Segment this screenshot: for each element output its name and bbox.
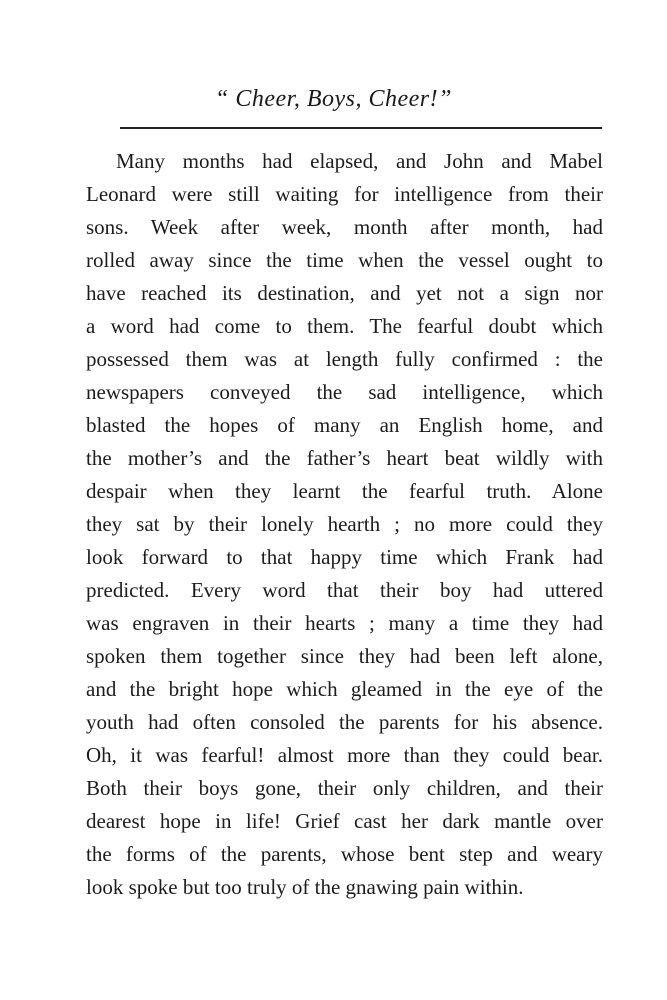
header-rule (120, 127, 602, 129)
text-line: was engraven in their hearts ; many a time they had (86, 611, 603, 635)
text-line: look spoke but too truly of the gnawing pain within. (86, 875, 524, 899)
text-line: newspapers conveyed the sad intelligence, which (86, 380, 603, 404)
text-line: Leonard were still waiting for intelligence from their (86, 182, 603, 206)
text-line: spoken them together since they had been left alone, (86, 644, 603, 668)
text-line: and the bright hope which gleamed in the eye of the (86, 677, 603, 701)
text-line: look forward to that happy time which Frank had (86, 545, 603, 569)
text-line: Oh, it was fearful! almost more than they could bear. (86, 743, 603, 767)
text-line: predicted. Every word that their boy had uttered (86, 578, 603, 602)
text-line: the mother’s and the father’s heart beat wildly with (86, 446, 603, 470)
text-line: they sat by their lonely hearth ; no more could they (86, 512, 603, 536)
text-line: rolled away since the time when the vessel ought to (86, 248, 603, 272)
text-line: the forms of the parents, whose bent step and weary (86, 842, 603, 866)
body-paragraph (86, 145, 603, 904)
text-line: youth had often consoled the parents for his absence. (86, 710, 603, 734)
text-line: sons. Week after week, month after month, had (86, 215, 603, 239)
text-line: a word had come to them. The fearful doubt which (86, 314, 603, 338)
text-line: Both their boys gone, their only children, and their (86, 776, 603, 800)
running-head: “ Cheer, Boys, Cheer!” (215, 86, 452, 112)
text-line: possessed them was at length fully confirmed : the (86, 347, 603, 371)
text-line: have reached its destination, and yet not a sign nor (86, 281, 603, 305)
text-line: dearest hope in life! Grief cast her dark mantle over (86, 809, 603, 833)
text-line: despair when they learnt the fearful truth. Alone (86, 479, 603, 503)
text-line: blasted the hopes of many an English home, and (86, 413, 603, 437)
text-line: Many months had elapsed, and John and Mabel (116, 149, 603, 173)
